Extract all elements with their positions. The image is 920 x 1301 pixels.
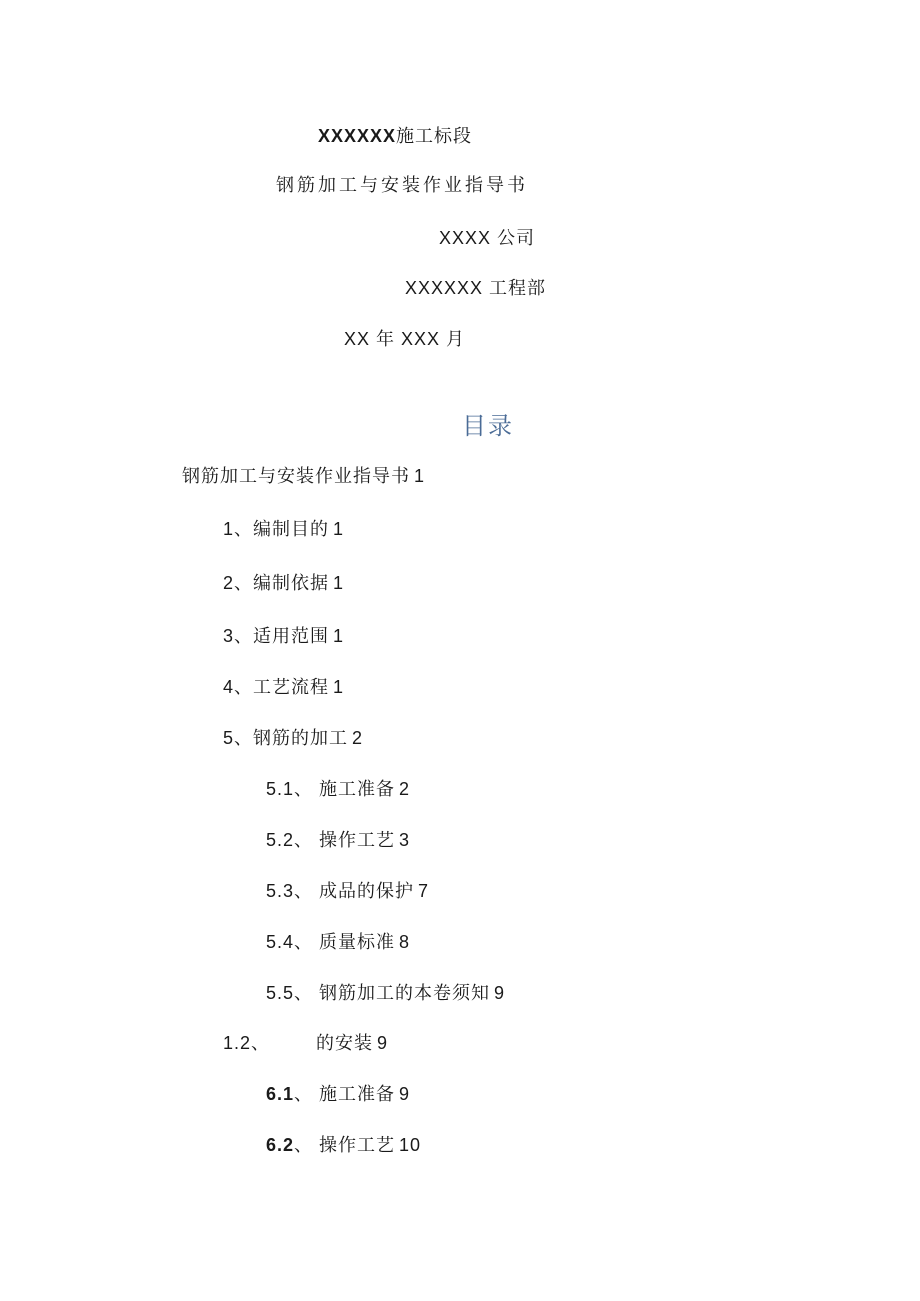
toc-entry-number: 4 xyxy=(223,677,235,697)
toc-entry-number: 1 xyxy=(223,519,235,539)
toc-entry-page: 1 xyxy=(333,626,345,646)
toc-entry-text: 编制目的 xyxy=(253,519,330,540)
toc-entry-text: 施工准备 xyxy=(319,779,396,800)
toc-entry-page: 9 xyxy=(377,1033,389,1053)
toc-entry-sep: 、 xyxy=(294,1135,314,1156)
toc-entry-sep: 、 xyxy=(234,728,254,749)
toc-entry-text: 适用范围 xyxy=(253,626,330,647)
toc-entry-text: 施工准备 xyxy=(319,1084,396,1105)
toc-entry-text: 钢筋的加工 xyxy=(253,728,349,749)
toc-entry-6-2[interactable] xyxy=(266,1133,421,1158)
toc-entry-text: 钢筋加工的本卷须知 xyxy=(319,983,491,1004)
toc-entry-page: 2 xyxy=(399,779,411,799)
document-date: XX 年 XXX 月 xyxy=(344,329,466,349)
toc-entry-number: 6.1 xyxy=(266,1084,295,1104)
section-suffix: 施工标段 xyxy=(396,126,473,147)
toc-entry-5-4[interactable] xyxy=(266,930,410,955)
toc-entry-number: 5.1 xyxy=(266,779,295,799)
toc-title: 目录 xyxy=(462,412,514,440)
toc-entry-text: 的安装 xyxy=(316,1033,374,1054)
toc-entry-text: 工艺流程 xyxy=(253,677,330,698)
toc-entry-sep: 、 xyxy=(251,1033,271,1054)
toc-entry-number: 5.2 xyxy=(266,830,295,850)
toc-entry-4[interactable] xyxy=(223,675,344,700)
toc-entry-page: 7 xyxy=(418,881,430,901)
toc-entry-5-5[interactable] xyxy=(266,981,505,1006)
toc-entry-6-1[interactable] xyxy=(266,1082,410,1107)
toc-entry-page: 1 xyxy=(333,677,345,697)
toc-entry-sep: 、 xyxy=(294,1084,314,1105)
toc-entry-sep: 、 xyxy=(294,779,314,800)
toc-entry-number: 5.3 xyxy=(266,881,295,901)
toc-entry-number: 5.5 xyxy=(266,983,295,1003)
toc-entry-page: 1 xyxy=(333,573,345,593)
toc-entry-number: 6.2 xyxy=(266,1135,295,1155)
toc-entry-page: 2 xyxy=(352,728,364,748)
toc-entry-text: 编制依据 xyxy=(253,573,330,594)
toc-entry-text: 质量标准 xyxy=(319,932,396,953)
toc-entry-page: 9 xyxy=(494,983,506,1003)
toc-entry-sep: 、 xyxy=(234,573,254,594)
toc-entry-page: 1 xyxy=(333,519,345,539)
toc-entry-text: 操作工艺 xyxy=(319,830,396,851)
toc-entry-3[interactable] xyxy=(223,624,344,649)
toc-entry-number: 5 xyxy=(223,728,235,748)
toc-entry-number: 1.2 xyxy=(223,1033,252,1053)
toc-entry-5-2[interactable] xyxy=(266,828,410,853)
document-title: 钢筋加工与安装作业指导书 xyxy=(276,175,528,196)
toc-entry-text: 钢筋加工与安装作业指导书 xyxy=(182,466,410,487)
toc-entry-sep: 、 xyxy=(234,677,254,698)
toc-entry-sep: 、 xyxy=(294,881,314,902)
toc-entry-2[interactable] xyxy=(223,571,344,596)
toc-entry-sep: 、 xyxy=(294,932,314,953)
toc-entry-number: 5.4 xyxy=(266,932,295,952)
toc-entry-5[interactable] xyxy=(223,726,363,751)
toc-entry-number: 2 xyxy=(223,573,235,593)
toc-entry-text: 成品的保护 xyxy=(319,881,415,902)
toc-entry-main[interactable] xyxy=(182,464,425,489)
toc-entry-5-1[interactable] xyxy=(266,777,410,802)
section-title xyxy=(318,124,472,149)
company-name: XXXX 公司 xyxy=(439,228,536,248)
toc-entry-sep: 、 xyxy=(234,626,254,647)
department-name: XXXXXX 工程部 xyxy=(405,278,547,298)
toc-entry-text: 操作工艺 xyxy=(319,1135,396,1156)
toc-entry-sep: 、 xyxy=(234,519,254,540)
toc-entry-page: 9 xyxy=(399,1084,411,1104)
toc-entry-page: 8 xyxy=(399,932,411,952)
toc-entry-page: 10 xyxy=(399,1135,422,1155)
toc-entry-5-3[interactable] xyxy=(266,879,429,904)
toc-entry-sep: 、 xyxy=(294,983,314,1004)
toc-entry-page: 1 xyxy=(414,466,426,486)
toc-entry-sep: 、 xyxy=(294,830,314,851)
section-code: XXXXXX xyxy=(318,126,397,146)
toc-entry-1-2[interactable] xyxy=(223,1031,388,1056)
toc-entry-1[interactable] xyxy=(223,517,344,542)
toc-entry-number: 3 xyxy=(223,626,235,646)
toc-entry-page: 3 xyxy=(399,830,411,850)
